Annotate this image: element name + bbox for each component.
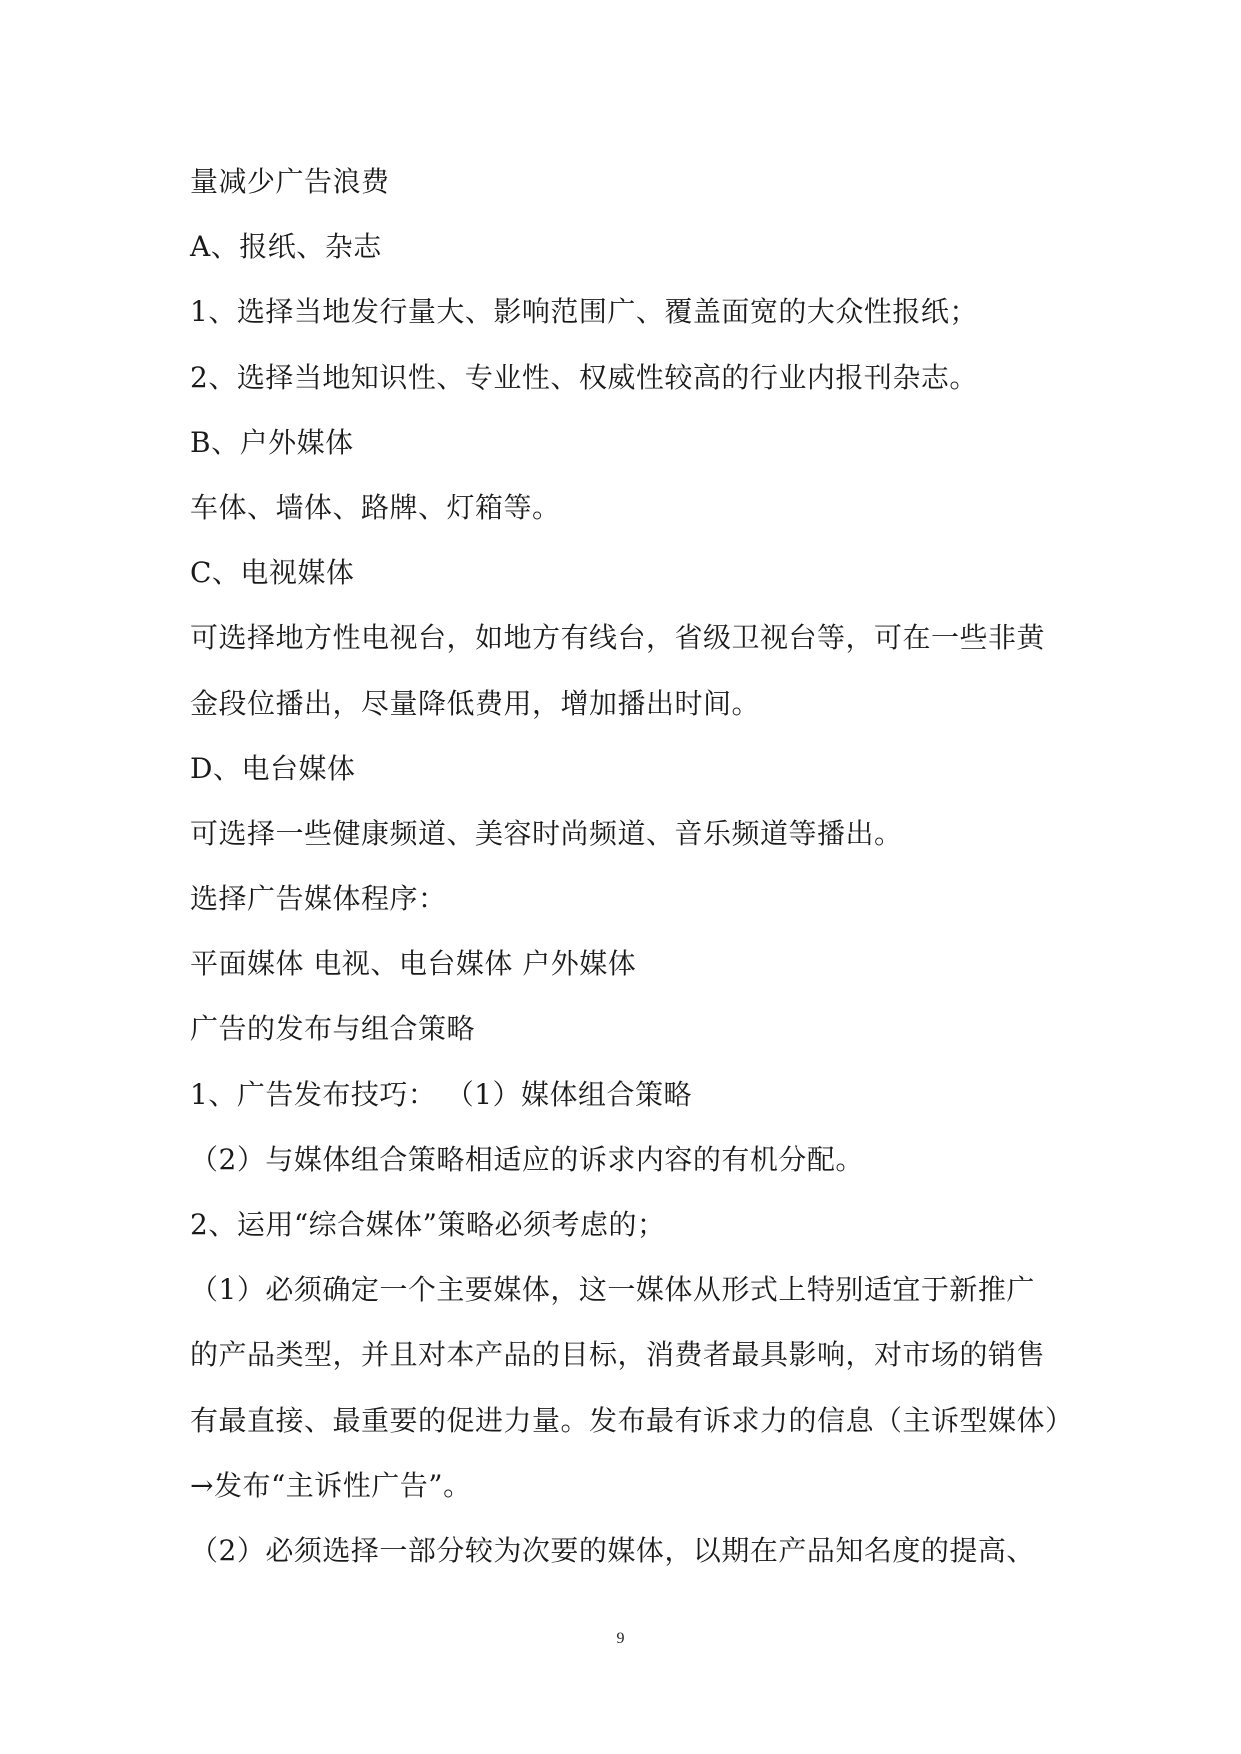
text-line: 2、运用“综合媒体”策略必须考虑的； [190, 1208, 666, 1241]
text-line: 2、选择当地知识性、专业性、权威性较高的行业内报刊杂志。 [190, 360, 978, 394]
page-number: 9 [616, 1630, 625, 1647]
text-line: 金段位播出，尽量降低费用，增加播出时间。 [190, 686, 761, 720]
text-line: 平面媒体 电视、电台媒体 户外媒体 [190, 947, 637, 981]
page-body [190, 160, 1074, 1594]
text-line: 1、选择当地发行量大、影响范围广、覆盖面宽的大众性报纸； [190, 295, 978, 329]
section-heading-a: A、报纸、杂志 [190, 230, 382, 264]
section-heading-strategy: 广告的发布与组合策略 [190, 1012, 476, 1046]
text-line: （2）必须选择一部分较为次要的媒体，以期在产品知名度的提高、 [190, 1533, 1035, 1567]
section-heading-c: C、电视媒体 [190, 556, 355, 590]
text-line: 可选择地方性电视台，如地方有线台，省级卫视台等，可在一些非黄 [190, 621, 1046, 655]
section-heading-b: B、户外媒体 [190, 425, 354, 459]
text-line: 有最直接、最重要的促进力量。发布最有诉求力的信息（主诉型媒体） [190, 1403, 1074, 1437]
text-line: 车体、墙体、路牌、灯箱等。 [190, 490, 561, 524]
text-line: （1）必须确定一个主要媒体，这一媒体从形式上特别适宜于新推广 [190, 1273, 1035, 1307]
section-heading-d: D、电台媒体 [190, 751, 356, 785]
text-line: （2）与媒体组合策略相适应的诉求内容的有机分配。 [190, 1142, 864, 1176]
text-line: 选择广告媒体程序： [190, 882, 447, 916]
text-line: 可选择一些健康频道、美容时尚频道、音乐频道等播出。 [190, 816, 903, 850]
text-line: →发布“主诉性广告”。 [190, 1468, 472, 1502]
text-line: 1、广告发布技巧： （1）媒体组合策略 [190, 1077, 693, 1111]
text-line: 量减少广告浪费 [190, 165, 390, 198]
text-line: 的产品类型，并且对本产品的目标，消费者最具影响，对市场的销售 [190, 1338, 1046, 1372]
